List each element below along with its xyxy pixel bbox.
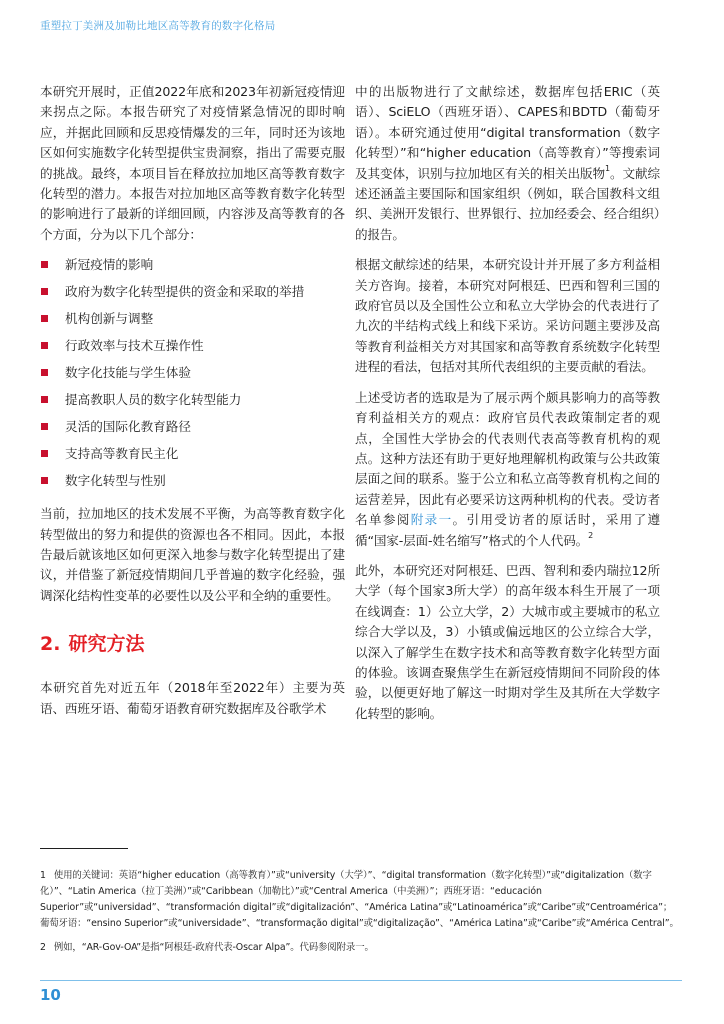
bullet-square-icon (41, 261, 48, 268)
list-item (40, 444, 345, 471)
bullet-square-icon (41, 315, 48, 322)
list-item (40, 336, 345, 363)
list-item-label: 灵活的国际化教育路径 (65, 419, 191, 435)
paragraph-text: 。文献综述还涵盖主要国际和国家组织（例如，联合国教科文组织、美洲开发银行、世界银行、拉加经委会、经合组织）的报告。 (355, 165, 660, 242)
paragraph-text: 中的出版物进行了文献综述，数据库包括ERIC（英语）、SciELO（西班牙语）、CAPES和BDTD（葡萄牙语）。本研究通过使用“digital transformation（数字化转型）”和“higher education（高等教育）”等搜索词及其变体，识别与拉加地区有关的相关出版物 (355, 84, 660, 181)
list-item (40, 255, 345, 282)
section-heading (40, 632, 345, 656)
footnote (40, 940, 680, 956)
method-paragraph: 本研究首先对近五年（2018年至2022年）主要为英语、西班牙语、葡萄牙语教育研究数据库及谷歌学术 (40, 680, 345, 716)
literature-review-paragraph (355, 82, 660, 245)
list-item-label: 政府为数字化转型提供的资金和采取的举措 (65, 284, 305, 300)
paragraph-text: 上述受访者的选取是为了展示两个颇具影响力的高等教育利益相关方的观点：政府官员代表政策制定者的观点，全国性大学协会的代表则代表高等教育机构的观点。这种方法还有助于更好地理解机构政策与公共政策层面之间的联系。鉴于公立和私立高等教育机构之间的运营差异，因此有必要采访这两种机构的代表。受访者名单参阅 (355, 389, 660, 528)
bullet-square-icon (41, 342, 48, 349)
list-item (40, 390, 345, 417)
appendix-link[interactable]: 附录一 (410, 512, 453, 528)
footnote-divider (40, 848, 128, 849)
footnote-text: 例如，“AR-Gov-OA”是指“阿根廷-政府代表-Oscar Alpa”。代码参阅附录一。 (53, 942, 374, 953)
bullet-square-icon (41, 477, 48, 484)
footnote-ref[interactable]: 1 (605, 164, 610, 174)
list-item (40, 363, 345, 390)
right-column (355, 82, 660, 734)
interviewee-paragraph (355, 388, 660, 551)
footnote-ref[interactable]: 2 (588, 531, 594, 541)
bullet-square-icon (41, 396, 48, 403)
footnote-number: 1 (40, 870, 46, 881)
list-item-label: 新冠疫情的影响 (65, 257, 154, 273)
page-number: 10 (40, 986, 61, 1004)
list-item-label: 提高教职人员的数字化转型能力 (65, 392, 242, 408)
page-bottom-divider (40, 980, 682, 981)
survey-paragraph: 此外，本研究还对阿根廷、巴西、智利和委内瑞拉12所大学（每个国家3所大学）的高年级本科生开展了一项在线调查：1）公立大学，2）大城市或主要城市的私立综合大学以及，3）小镇或偏远地区的公立综合大学，以深入了解学生在数字技术和高等教育数字化转型方面的体验。该调查聚焦学生在新冠疫情期间不同阶段的体验，以便更好地了解这一时期对学生及其所在大学数字化转型的影响。 (355, 562, 660, 721)
list-item-label: 机构创新与调整 (65, 311, 154, 327)
list-item (40, 471, 345, 498)
footnote-number: 2 (40, 942, 46, 953)
intro-paragraph: 本研究开展时，正值2022年底和2023年初新冠疫情迎来拐点之际。本报告研究了对疫情紧急情况的即时响应，并据此回顾和反思疫情爆发的三年，同时还为该地区如何实施数字化转型提供宝贵洞察，指出了需要克服的挑战。最终，本项目旨在释放拉加地区高等教育数字化转型的潜力。本报告对拉加地区高等教育数字化转型的影响进行了最新的详细回顾，内容涉及高等教育的各个方面，分为以下几个部分： (40, 84, 345, 242)
bullet-square-icon (41, 423, 48, 430)
topic-list (40, 255, 345, 498)
bullet-square-icon (41, 450, 48, 457)
section-title: 研究方法 (68, 633, 145, 656)
left-column (40, 82, 345, 729)
list-item (40, 417, 345, 444)
list-item (40, 282, 345, 309)
list-item (40, 309, 345, 336)
running-header: 重塑拉丁美洲及加勒比地区高等教育的数字化格局 (40, 20, 276, 32)
list-item-label: 数字化技能与学生体验 (65, 365, 191, 381)
list-item-label: 行政效率与技术互操作性 (65, 338, 204, 354)
footnotes (40, 868, 680, 964)
consultation-paragraph: 根据文献综述的结果，本研究设计并开展了多方利益相关方咨询。接着，本研究对阿根廷、巴西和智利三国的政府官员以及全国性公立和私立大学协会的代表进行了九次的半结构式线上和线下采访。采访问题主要涉及高等教育利益相关方对其国家和高等教育系统数字化转型进程的看法，包括对其所代表组织的主要贡献的看法。 (355, 257, 660, 375)
closing-paragraph: 当前，拉加地区的技术发展不平衡，为高等教育数字化转型做出的努力和提供的资源也各不相同。因此，本报告最后就该地区如何更深入地参与数字化转型提出了建议，并借鉴了新冠疫情期间几乎普遍的数字化经验，强调深化结构性变革的必要性以及公平和全纳的重要性。 (40, 506, 345, 603)
list-item-label: 数字化转型与性别 (65, 473, 166, 489)
paragraph-text: 。引用受访者的原话时，采用了遵循“国家-层面-姓名缩写”格式的个人代码。 (355, 512, 660, 548)
bullet-square-icon (41, 369, 48, 376)
footnote-text: 使用的关键词：英语“higher education（高等教育）”或“university（大学）”、“digital transformation（数字化转型）”或“digitalization（数字化）”、“Latin America（拉丁美洲）”或“Caribbean（加勒比）”或“Central America（中美洲）”；西班牙语：“educación Superior”或“universidad”、“transformación digital”或“digitalización”、“América Latina”或“Latinoamérica”或“Caribe”或“Centroamérica”；葡萄牙语：“ensino Superior”或“universidade”、“transformação digital”或“digitalização”、“América Latina”或“Caribe”或“América Central”。 (40, 870, 679, 929)
footnote (40, 868, 680, 932)
list-item-label: 支持高等教育民主化 (65, 446, 179, 462)
bullet-square-icon (41, 288, 48, 295)
section-number: 2. (40, 633, 61, 656)
